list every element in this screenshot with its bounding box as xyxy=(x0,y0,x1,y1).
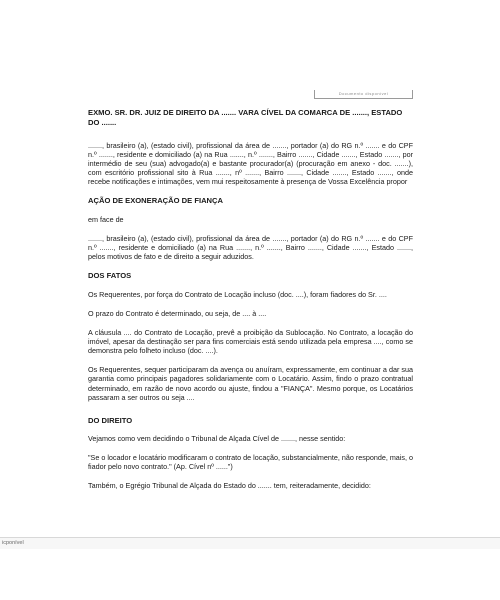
law-title: DO DIREITO xyxy=(88,415,133,425)
status-text: icponível xyxy=(2,540,24,546)
facts-title: DOS FATOS xyxy=(88,271,132,281)
em-face-paragraph: em face de xyxy=(88,214,124,224)
facts-paragraph-4: Os Requerentes, sequer participaram da avença ou anuíram, expressamente, em continuar a dar sua garantia como principais pagadores solidariamente com o Locatário. Assim, findo o prazo contratual determinado, em razão de novo acordo ou ajuste, findou a "FIANÇA". Mesmo porque, os Locatários passaram a ser outros ou seja .... xyxy=(88,365,413,402)
action-title: AÇÃO DE EXONERAÇÃO DE FIANÇA xyxy=(88,196,224,206)
facts-paragraph-1: Os Requerentes, por força do Contrato de Locação incluso (doc. ....), foram fiadores do Sr. .... xyxy=(88,289,387,299)
intro-paragraph: ......., brasileiro (a), (estado civil), profissional da área de ......., portador (a) do RG n.º ....... e do CPF n.º ......., residente e domiciliado (a) na Rua ......., n.º ......., Bairro ......., Cidade ......., Estado ......., por intermédio de seu (sua) advogado(a) e bastante procurador(a) (procuração em anexo - doc. .......), com escritório profissional sito à Rua ......., nº ......., Bairro ......., Cidade ......., Estado ......., onde recebe notificações e intimações, vem mui respeitosamente à presença de Vossa Excelência propor xyxy=(88,141,413,187)
defendant-paragraph: ......., brasileiro (a), (estado civil), profissional da área de ......., portador (a) do RG n.º ....... e do CPF n.º ......., residente e domiciliado (a) na Rua ......., n.º ......., Bairro ......., Cidade ......., Estado ......., pelos motivos de fato e de direito a seguir aduzidos. xyxy=(88,234,413,262)
availability-stamp: Documento disponível xyxy=(314,90,413,99)
law-paragraph-2: "Se o locador e locatário modificaram o contrato de locação, substancialmente, não responde, mais, o fiador pelo novo contrato." (Ap. Cível nº ......") xyxy=(88,453,413,472)
facts-paragraph-2: O prazo do Contrato é determinado, ou seja, de .... à .... xyxy=(88,308,267,318)
facts-paragraph-3: A cláusula .... do Contrato de Locação, prevê a proibição da Sublocação. No Contrato, a locação do imóvel, apesar da destinação ser para fins comerciais está sendo utilizada pela empresa ...., como se demonstra pelo folheto incluso (doc. ....). xyxy=(88,328,413,356)
status-bar xyxy=(0,537,500,549)
law-paragraph-3: Também, o Egrégio Tribunal de Alçada do Estado do ....... tem, reiteradamente, decidido: xyxy=(88,481,371,491)
law-paragraph-1: Vejamos como vem decidindo o Tribunal de Alçada Cível de ......., nesse sentido: xyxy=(88,434,346,444)
document-heading: EXMO. SR. DR. JUIZ DE DIREITO DA ....... VARA CÍVEL DA COMARCA DE ......., ESTADO DO ....... xyxy=(88,108,403,127)
document-body xyxy=(88,108,413,501)
